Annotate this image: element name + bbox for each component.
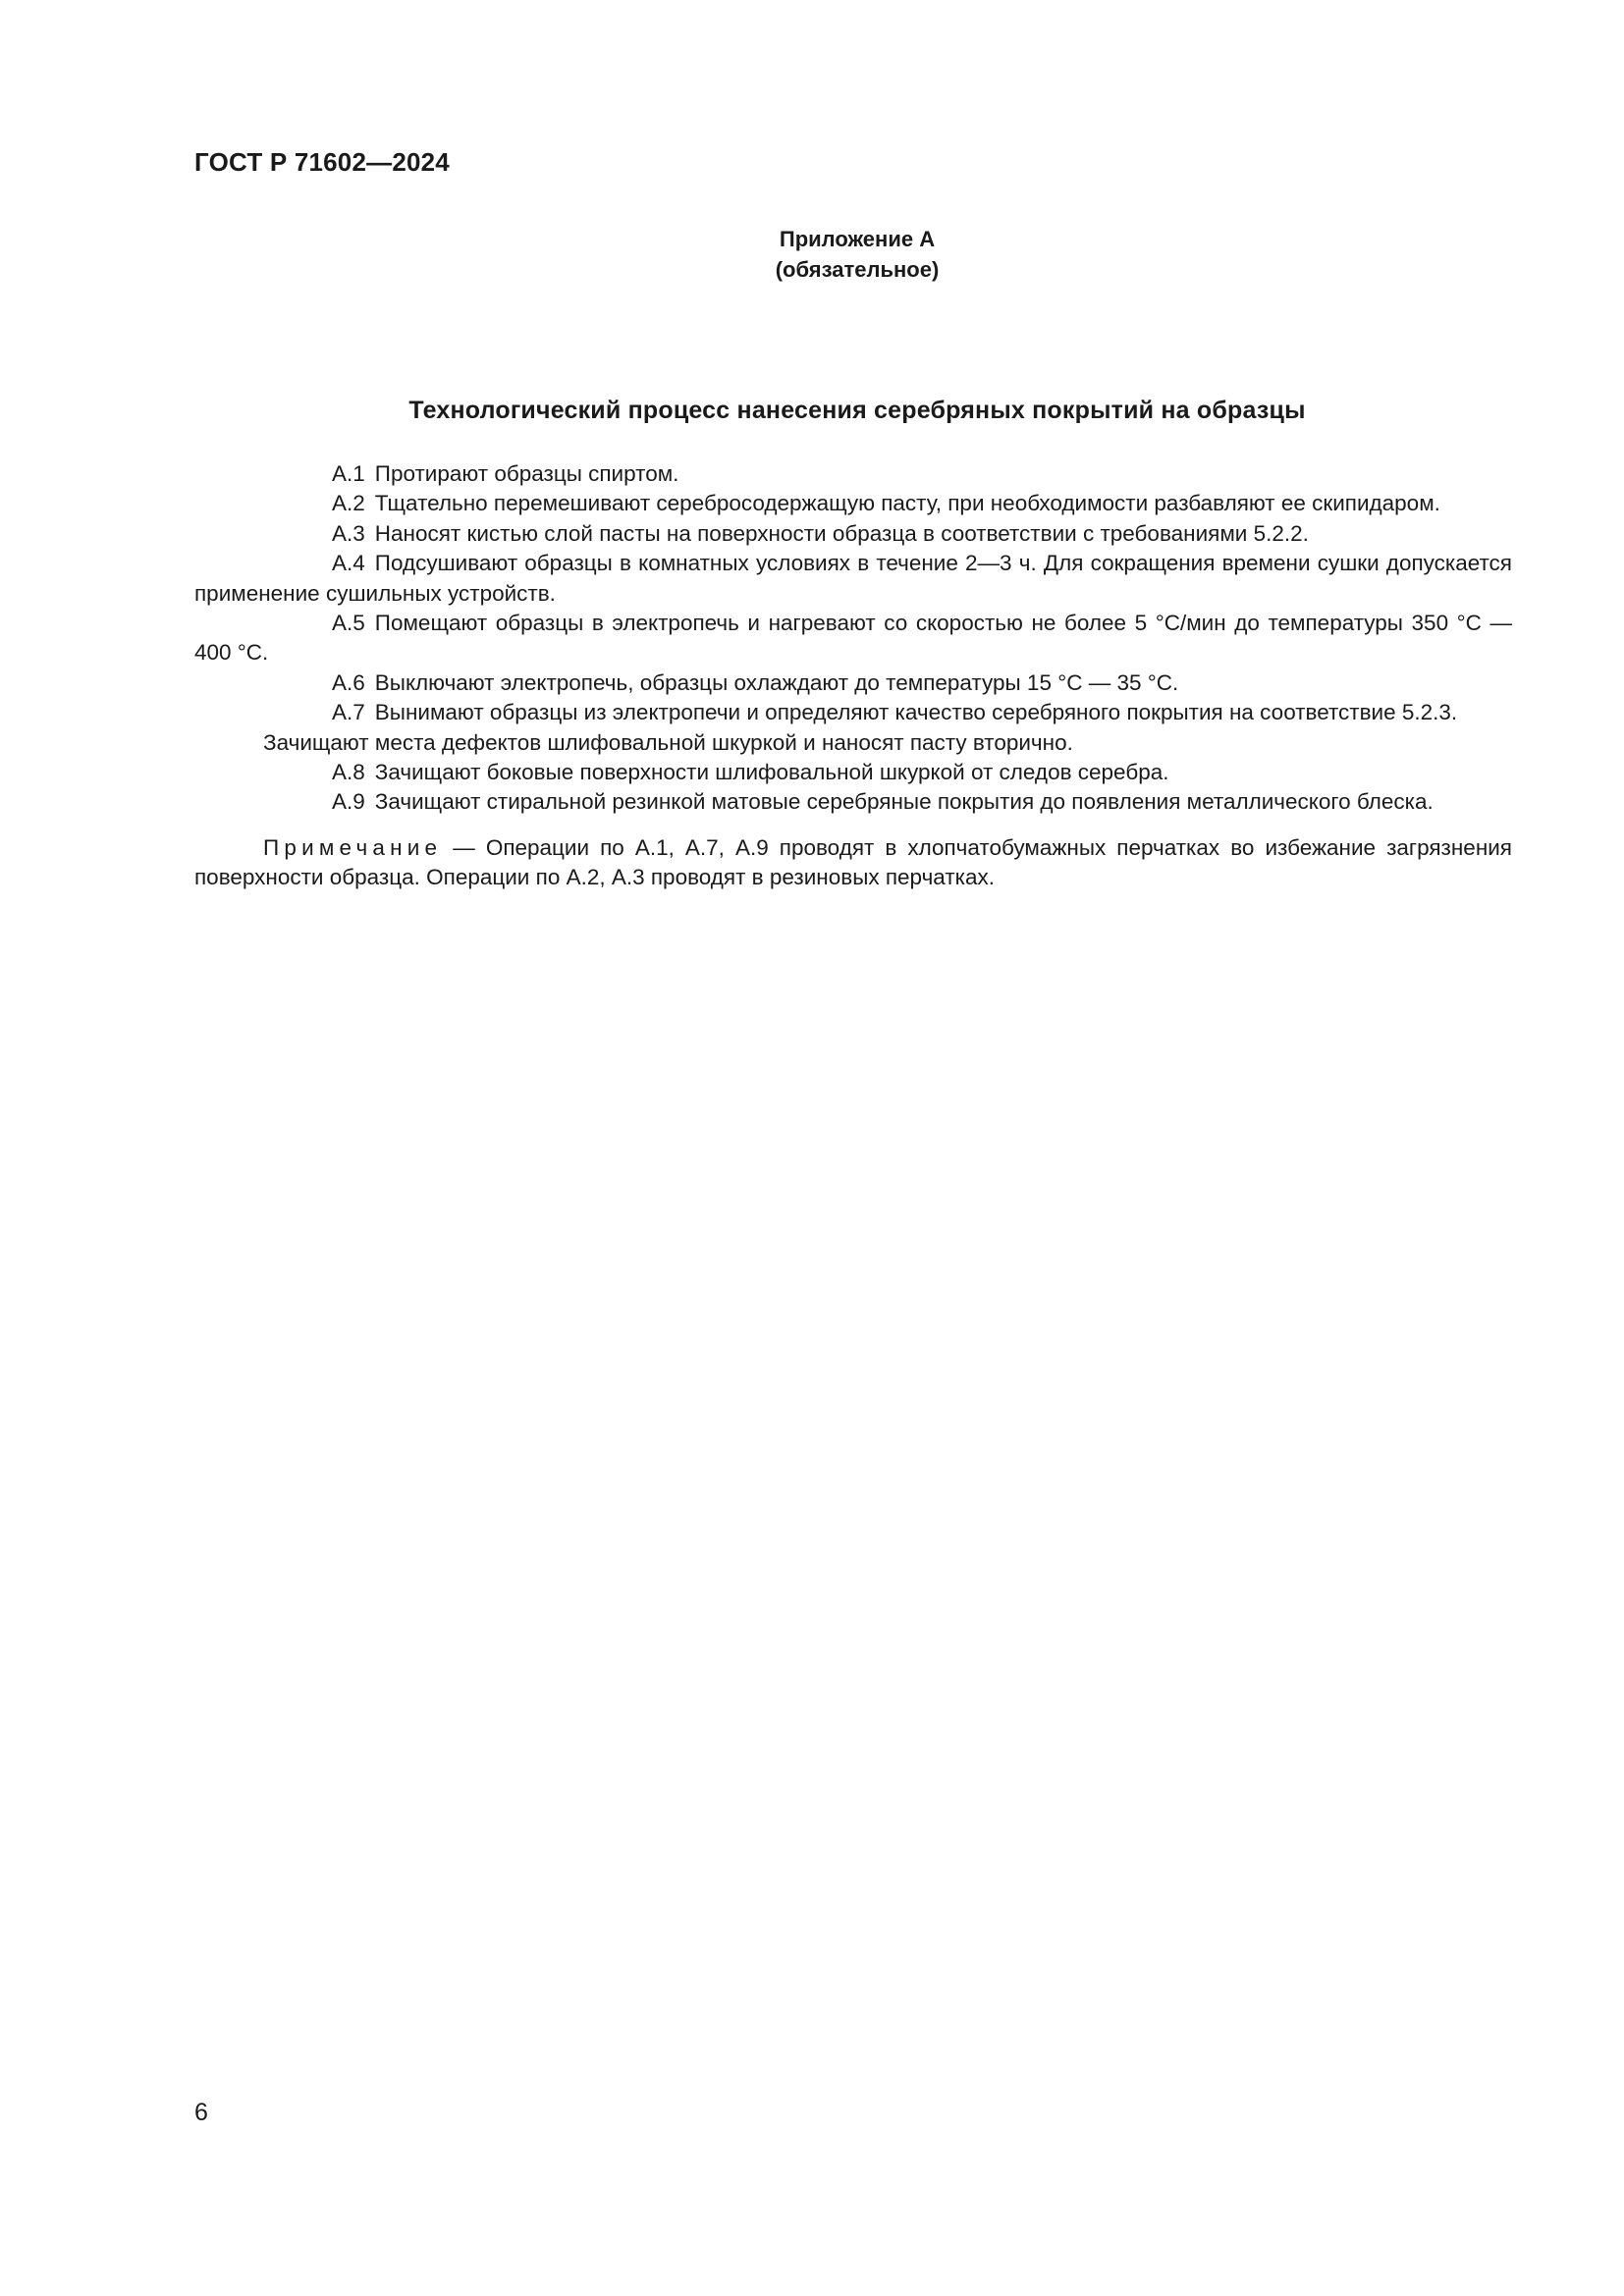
step-number: А.2 <box>332 491 365 516</box>
document-code: ГОСТ Р 71602—2024 <box>194 147 450 177</box>
step-number: А.3 <box>332 520 365 546</box>
step-number: А.8 <box>332 760 365 785</box>
appendix-kind: (обязательное) <box>775 257 940 282</box>
step-text: Выключают электропечь, образцы охлаждают до температуры 15 °С — 35 °С. <box>374 669 1179 695</box>
step-text: Зачищают боковые поверхности шлифовальной шкуркой от следов серебра. <box>374 760 1169 785</box>
note-label: Примечание <box>263 834 443 860</box>
step-continuation: Зачищают места дефектов шлифовальной шкуркой и наносят пасту вторично. <box>263 729 1073 755</box>
step-text: Наносят кистью слой пасты на поверхности образца в соответствии с требованиями 5.2.2. <box>374 520 1309 546</box>
step-text: Зачищают стиральной резинкой матовые серебряные покрытия до появления металлического блеска. <box>374 789 1434 815</box>
step-text: Протирают образцы спиртом. <box>374 461 679 486</box>
step-item <box>194 698 1512 727</box>
note <box>194 833 1512 893</box>
step-text: Помещают образцы в электропечь и нагревают со скоростью не более 5 °С/мин до температуры 350 °С — 400 °С. <box>194 611 1512 666</box>
step-number: А.5 <box>332 611 365 636</box>
step-item <box>194 459 1512 489</box>
page-number: 6 <box>194 2099 208 2126</box>
step-item <box>194 787 1512 817</box>
step-text: Тщательно перемешивают серебросодержащую пасту, при необходимости разбавляют ее скипидаром. <box>374 491 1440 516</box>
step-number: А.6 <box>332 669 365 695</box>
steps-list <box>194 459 1512 915</box>
appendix-title: Приложение А <box>779 227 936 251</box>
step-item <box>194 489 1512 518</box>
step-text: Вынимают образцы из электропечи и определяют качество серебряного покрытия на соответствие 5.2.3. <box>374 700 1458 725</box>
note-text: — Операции по А.1, А.7, А.9 проводят в хлопчатобумажных перчатках во избежание загрязнения поверхности образца. Операции по А.2, А.3 проводят в резиновых перчатках. <box>194 834 1512 890</box>
step-item <box>194 668 1512 698</box>
step-number: А.9 <box>332 789 365 815</box>
step-text: Подсушивают образцы в комнатных условиях в течение 2—3 ч. Для сокращения времени сушки допускается применение сушильных устройств. <box>194 551 1512 606</box>
step-item <box>194 549 1512 609</box>
step-number: А.7 <box>332 700 365 725</box>
section-title: Технологический процесс нанесения серебряных покрытий на образцы <box>408 397 1306 424</box>
step-item <box>194 519 1512 549</box>
step-number: А.1 <box>332 461 365 486</box>
step-item <box>194 609 1512 668</box>
step-item <box>194 758 1512 787</box>
step-number: А.4 <box>332 551 365 576</box>
